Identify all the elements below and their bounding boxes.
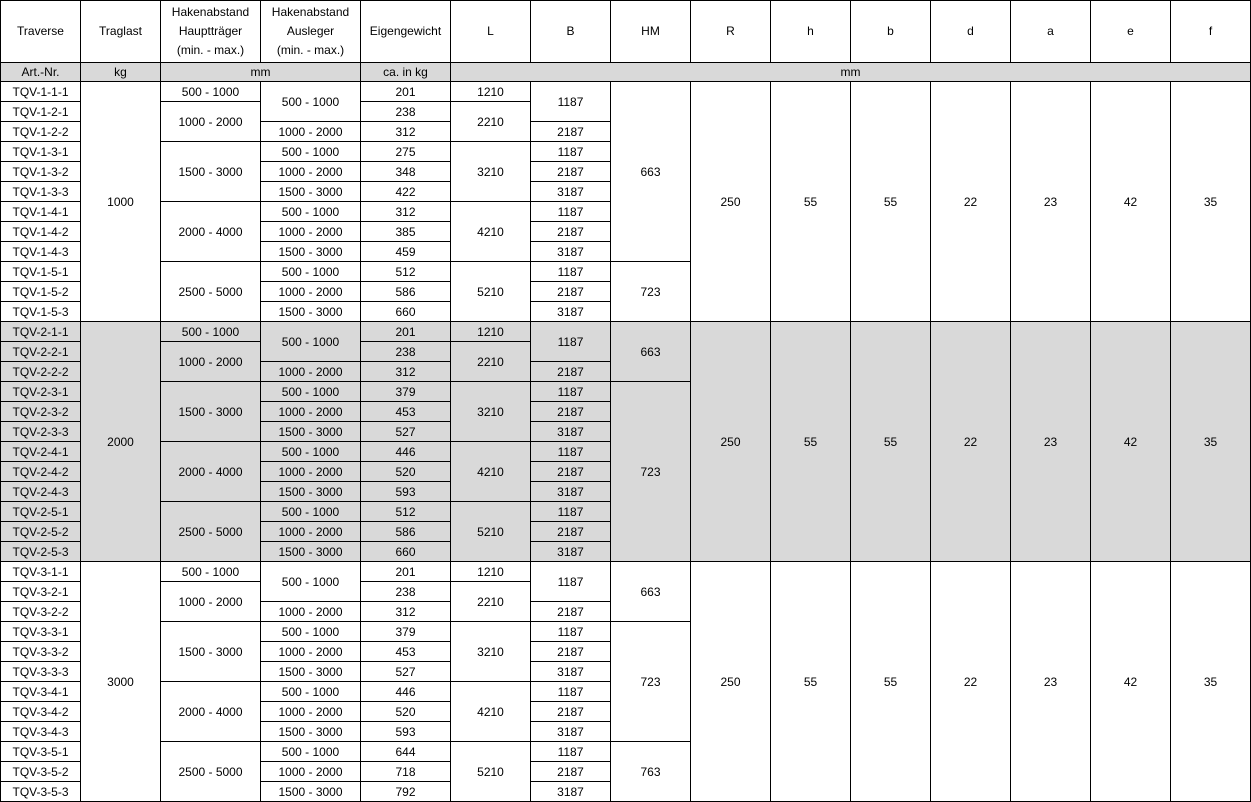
length-l-cell: 1210 [451,322,531,342]
article-number-cell: TQV-2-2-1 [1,342,81,362]
width-b-cell: 1187 [531,382,611,402]
dim-b-cell: 55 [851,322,931,562]
dim-b-cell: 55 [851,562,931,802]
dim-d-cell: 22 [931,82,1011,322]
hook-distance-boom-cell: 1000 - 2000 [261,282,361,302]
width-b-cell: 1187 [531,262,611,282]
weight-cell: 512 [361,502,451,522]
weight-cell: 593 [361,722,451,742]
weight-cell: 385 [361,222,451,242]
width-b-cell: 3187 [531,722,611,742]
col-header-b-upper: B [531,1,611,63]
hook-distance-boom-cell: 500 - 1000 [261,322,361,362]
weight-cell: 312 [361,202,451,222]
article-number-cell: TQV-2-1-1 [1,322,81,342]
weight-cell: 446 [361,442,451,462]
article-number-cell: TQV-3-5-1 [1,742,81,762]
weight-cell: 453 [361,642,451,662]
article-number-cell: TQV-2-4-1 [1,442,81,462]
article-number-cell: TQV-1-3-3 [1,182,81,202]
hook-distance-boom-cell: 1500 - 3000 [261,182,361,202]
weight-cell: 644 [361,742,451,762]
header-line: Hakenabstand [171,5,250,19]
width-b-cell: 1187 [531,442,611,462]
article-number-cell: TQV-2-3-1 [1,382,81,402]
weight-cell: 660 [361,302,451,322]
article-number-cell: TQV-2-5-2 [1,522,81,542]
weight-cell: 201 [361,82,451,102]
header-line: Hauptträger [178,24,243,38]
col-header-hm: HM [611,1,691,63]
width-b-cell: 3187 [531,182,611,202]
hook-distance-boom-cell: 1000 - 2000 [261,602,361,622]
dim-a-cell: 23 [1011,82,1091,322]
width-b-cell: 1187 [531,322,611,362]
hook-distance-boom-cell: 500 - 1000 [261,442,361,462]
article-number-cell: TQV-3-5-3 [1,782,81,802]
width-b-cell: 1187 [531,502,611,522]
length-l-cell: 4210 [451,442,531,502]
hook-distance-main-cell: 1000 - 2000 [161,102,261,142]
width-b-cell: 3187 [531,662,611,682]
table-row [1,322,1251,342]
length-l-cell: 5210 [451,742,531,802]
col-header-l: L [451,1,531,63]
hook-distance-boom-cell: 1000 - 2000 [261,642,361,662]
weight-cell: 312 [361,122,451,142]
weight-cell: 446 [361,682,451,702]
hook-distance-boom-cell: 1500 - 3000 [261,662,361,682]
dim-f-cell: 35 [1171,562,1251,802]
dim-r-cell: 250 [691,562,771,802]
article-number-cell: TQV-2-5-3 [1,542,81,562]
length-l-cell: 1210 [451,82,531,102]
hook-distance-boom-cell: 1000 - 2000 [261,522,361,542]
width-b-cell: 2187 [531,282,611,302]
dim-d-cell: 22 [931,322,1011,562]
hook-distance-boom-cell: 1500 - 3000 [261,482,361,502]
weight-cell: 312 [361,602,451,622]
dim-a-cell: 23 [1011,322,1091,562]
col-header-traglast: Traglast [81,1,161,63]
length-l-cell: 5210 [451,262,531,322]
width-b-cell: 1187 [531,202,611,222]
table-row [1,82,1251,102]
length-l-cell: 5210 [451,502,531,562]
article-number-cell: TQV-3-2-1 [1,582,81,602]
hook-distance-main-cell: 1500 - 3000 [161,142,261,202]
article-number-cell: TQV-1-3-2 [1,162,81,182]
article-number-cell: TQV-1-2-1 [1,102,81,122]
hook-distance-boom-cell: 1000 - 2000 [261,222,361,242]
header-line: (min. - max.) [176,43,245,57]
weight-cell: 520 [361,462,451,482]
unit-weight: ca. in kg [361,63,451,82]
width-b-cell: 3187 [531,542,611,562]
weight-cell: 453 [361,402,451,422]
article-number-cell: TQV-2-3-3 [1,422,81,442]
hm-cell: 663 [611,322,691,382]
weight-cell: 527 [361,422,451,442]
hook-distance-boom-cell: 1000 - 2000 [261,122,361,142]
unit-dimensions: mm [451,63,1251,82]
hook-distance-boom-cell: 1500 - 3000 [261,242,361,262]
length-l-cell: 4210 [451,202,531,262]
hook-distance-boom-cell: 1500 - 3000 [261,422,361,442]
length-l-cell: 2210 [451,582,531,622]
width-b-cell: 2187 [531,702,611,722]
hook-distance-boom-cell: 500 - 1000 [261,502,361,522]
hook-distance-boom-cell: 500 - 1000 [261,682,361,702]
hook-distance-main-cell: 2500 - 5000 [161,262,261,322]
hook-distance-boom-cell: 500 - 1000 [261,382,361,402]
hook-distance-boom-cell: 1500 - 3000 [261,542,361,562]
hook-distance-boom-cell: 1000 - 2000 [261,762,361,782]
length-l-cell: 3210 [451,142,531,202]
width-b-cell: 1187 [531,742,611,762]
dim-e-cell: 42 [1091,82,1171,322]
col-header-hakenabstand-haupttraeger [161,1,261,63]
article-number-cell: TQV-2-5-1 [1,502,81,522]
hook-distance-boom-cell: 1500 - 3000 [261,722,361,742]
hook-distance-boom-cell: 1000 - 2000 [261,362,361,382]
weight-cell: 512 [361,262,451,282]
weight-cell: 312 [361,362,451,382]
hook-distance-main-cell: 1000 - 2000 [161,582,261,622]
col-header-d: d [931,1,1011,63]
article-number-cell: TQV-3-4-3 [1,722,81,742]
article-number-cell: TQV-3-1-1 [1,562,81,582]
length-l-cell: 3210 [451,382,531,442]
weight-cell: 586 [361,282,451,302]
hook-distance-boom-cell: 1000 - 2000 [261,402,361,422]
article-number-cell: TQV-2-2-2 [1,362,81,382]
weight-cell: 201 [361,322,451,342]
hook-distance-boom-cell: 500 - 1000 [261,622,361,642]
header-row [1,1,1251,63]
width-b-cell: 3187 [531,302,611,322]
dim-r-cell: 250 [691,322,771,562]
weight-cell: 520 [361,702,451,722]
unit-art-nr: Art.-Nr. [1,63,81,82]
dim-f-cell: 35 [1171,82,1251,322]
article-number-cell: TQV-3-4-1 [1,682,81,702]
article-number-cell: TQV-2-4-3 [1,482,81,502]
traglast-cell: 3000 [81,562,161,802]
hook-distance-main-cell: 2000 - 4000 [161,442,261,502]
hook-distance-main-cell: 1500 - 3000 [161,622,261,682]
dim-h-cell: 55 [771,562,851,802]
hook-distance-main-cell: 2000 - 4000 [161,202,261,262]
dim-b-cell: 55 [851,82,931,322]
hm-cell: 723 [611,262,691,322]
hm-cell: 723 [611,622,691,742]
header-line: (min. - max.) [276,43,345,57]
article-number-cell: TQV-1-4-3 [1,242,81,262]
width-b-cell: 2187 [531,762,611,782]
article-number-cell: TQV-3-3-1 [1,622,81,642]
width-b-cell: 3187 [531,422,611,442]
traglast-cell: 2000 [81,322,161,562]
hook-distance-boom-cell: 1000 - 2000 [261,702,361,722]
col-header-e: e [1091,1,1171,63]
unit-hook-distance: mm [161,63,361,82]
width-b-cell: 1187 [531,622,611,642]
weight-cell: 593 [361,482,451,502]
hook-distance-main-cell: 1000 - 2000 [161,342,261,382]
hook-distance-boom-cell: 500 - 1000 [261,202,361,222]
weight-cell: 201 [361,562,451,582]
width-b-cell: 2187 [531,222,611,242]
weight-cell: 379 [361,622,451,642]
dim-a-cell: 23 [1011,562,1091,802]
weight-cell: 422 [361,182,451,202]
article-number-cell: TQV-3-5-2 [1,762,81,782]
article-number-cell: TQV-1-5-1 [1,262,81,282]
length-l-cell: 2210 [451,102,531,142]
dim-e-cell: 42 [1091,562,1171,802]
width-b-cell: 2187 [531,122,611,142]
dim-r-cell: 250 [691,82,771,322]
width-b-cell: 2187 [531,362,611,382]
width-b-cell: 2187 [531,522,611,542]
hook-distance-main-cell: 1500 - 3000 [161,382,261,442]
col-header-f: f [1171,1,1251,63]
hook-distance-boom-cell: 500 - 1000 [261,82,361,122]
article-number-cell: TQV-2-3-2 [1,402,81,422]
hook-distance-main-cell: 2500 - 5000 [161,742,261,802]
width-b-cell: 1187 [531,142,611,162]
col-header-r: R [691,1,771,63]
hm-cell: 763 [611,742,691,802]
traglast-cell: 1000 [81,82,161,322]
article-number-cell: TQV-1-3-1 [1,142,81,162]
weight-cell: 660 [361,542,451,562]
weight-cell: 379 [361,382,451,402]
width-b-cell: 3187 [531,242,611,262]
length-l-cell: 4210 [451,682,531,742]
article-number-cell: TQV-1-5-2 [1,282,81,302]
col-header-traverse: Traverse [1,1,81,63]
hook-distance-boom-cell: 1000 - 2000 [261,462,361,482]
units-row [1,63,1251,82]
width-b-cell: 1187 [531,562,611,602]
dim-f-cell: 35 [1171,322,1251,562]
dim-h-cell: 55 [771,322,851,562]
width-b-cell: 2187 [531,462,611,482]
article-number-cell: TQV-1-4-2 [1,222,81,242]
weight-cell: 348 [361,162,451,182]
weight-cell: 586 [361,522,451,542]
article-number-cell: TQV-1-2-2 [1,122,81,142]
hm-cell: 663 [611,82,691,262]
hook-distance-boom-cell: 500 - 1000 [261,262,361,282]
hook-distance-boom-cell: 1000 - 2000 [261,162,361,182]
weight-cell: 275 [361,142,451,162]
hook-distance-main-cell: 500 - 1000 [161,562,261,582]
hook-distance-main-cell: 500 - 1000 [161,82,261,102]
length-l-cell: 3210 [451,622,531,682]
hook-distance-main-cell: 500 - 1000 [161,322,261,342]
article-number-cell: TQV-1-5-3 [1,302,81,322]
article-number-cell: TQV-3-2-2 [1,602,81,622]
length-l-cell: 2210 [451,342,531,382]
weight-cell: 718 [361,762,451,782]
col-header-hakenabstand-ausleger [261,1,361,63]
col-header-b: b [851,1,931,63]
header-line: Ausleger [286,24,335,38]
col-header-a: a [1011,1,1091,63]
width-b-cell: 1187 [531,682,611,702]
width-b-cell: 1187 [531,82,611,122]
dim-e-cell: 42 [1091,322,1171,562]
dim-h-cell: 55 [771,82,851,322]
col-header-eigengewicht: Eigengewicht [361,1,451,63]
article-number-cell: TQV-3-3-3 [1,662,81,682]
header-line: Hakenabstand [271,5,350,19]
hm-cell: 663 [611,562,691,622]
hm-cell: 723 [611,382,691,562]
weight-cell: 238 [361,102,451,122]
weight-cell: 792 [361,782,451,802]
weight-cell: 238 [361,342,451,362]
weight-cell: 238 [361,582,451,602]
width-b-cell: 2187 [531,602,611,622]
dim-d-cell: 22 [931,562,1011,802]
hook-distance-main-cell: 2000 - 4000 [161,682,261,742]
table-body [1,82,1251,802]
article-number-cell: TQV-3-4-2 [1,702,81,722]
unit-load: kg [81,63,161,82]
width-b-cell: 3187 [531,782,611,802]
hook-distance-boom-cell: 1500 - 3000 [261,302,361,322]
table-row [1,562,1251,582]
hook-distance-boom-cell: 1500 - 3000 [261,782,361,802]
hook-distance-boom-cell: 500 - 1000 [261,142,361,162]
article-number-cell: TQV-3-3-2 [1,642,81,662]
length-l-cell: 1210 [451,562,531,582]
col-header-h: h [771,1,851,63]
width-b-cell: 2187 [531,162,611,182]
weight-cell: 527 [361,662,451,682]
width-b-cell: 3187 [531,482,611,502]
width-b-cell: 2187 [531,402,611,422]
article-number-cell: TQV-1-1-1 [1,82,81,102]
hook-distance-main-cell: 2500 - 5000 [161,502,261,562]
article-number-cell: TQV-2-4-2 [1,462,81,482]
hook-distance-boom-cell: 500 - 1000 [261,562,361,602]
width-b-cell: 2187 [531,642,611,662]
article-number-cell: TQV-1-4-1 [1,202,81,222]
hook-distance-boom-cell: 500 - 1000 [261,742,361,762]
weight-cell: 459 [361,242,451,262]
